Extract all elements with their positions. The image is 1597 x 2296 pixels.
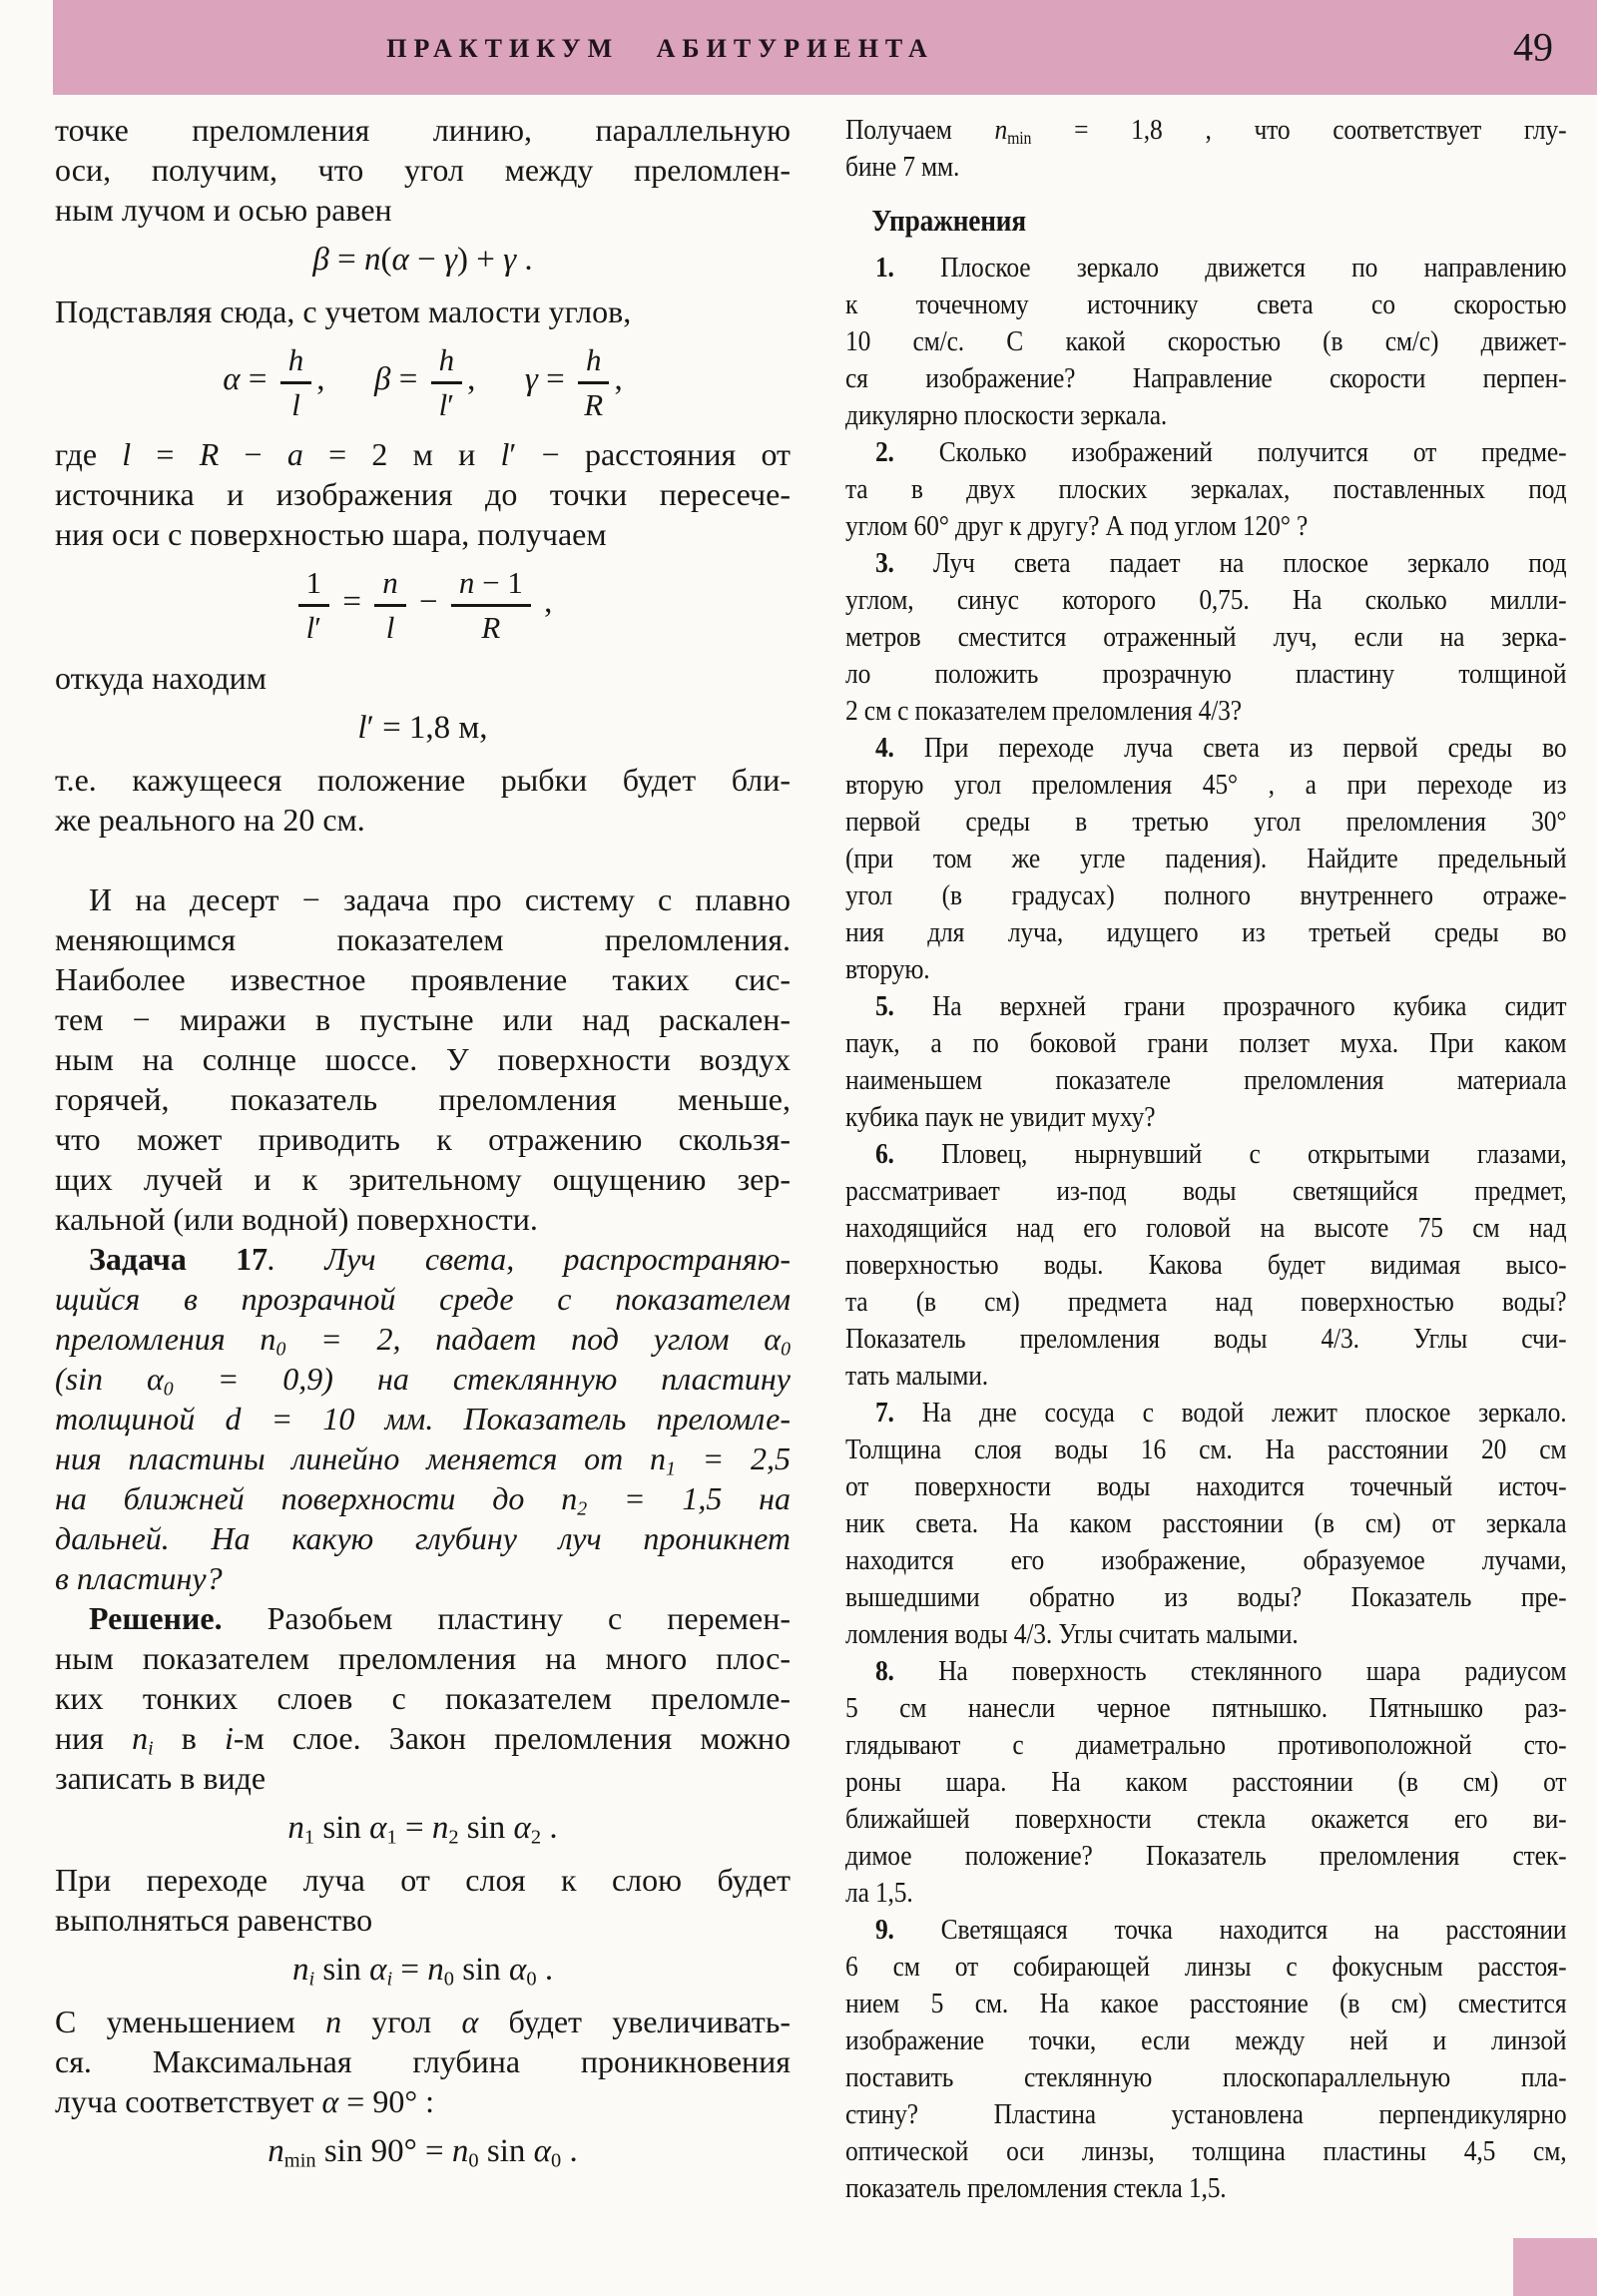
text-line: источника и изображения до точки пересече- [55, 476, 791, 513]
fraction-denominator: l′ [305, 609, 322, 645]
page-number: 49 [1513, 24, 1553, 70]
paragraph-max-depth [55, 2002, 791, 2121]
paragraph-whence [55, 658, 791, 698]
corner-accent-block [1513, 2238, 1597, 2296]
text-line: 8. На поверхность стеклянного шара радиусом [874, 1655, 1567, 1687]
text-line: в пластину? [55, 1559, 223, 1596]
fraction-numerator: n − 1 [451, 564, 531, 607]
formula-text: γ = [524, 361, 573, 398]
text-line: димое положение? Показатель преломления стек- [845, 1840, 1567, 1872]
text-line: кубика паук не увидит муху? [845, 1101, 1156, 1133]
fraction-numerator: 1 [298, 564, 330, 607]
formula-text: , [316, 361, 374, 398]
text-line: к точечному источнику света со скоростью [845, 288, 1567, 320]
text-line: ближайшей поверхности стекла окажется его ви- [845, 1803, 1567, 1835]
text-line: Подставляя сюда, с учетом малости углов, [55, 293, 632, 329]
fraction [298, 564, 330, 645]
text-line: метров сместится отраженный луч, если на зерка- [845, 621, 1567, 653]
text-line: изображение точки, если между ней и линзой [845, 2024, 1567, 2056]
fraction-denominator: R [481, 609, 501, 645]
text-line: где l = R − a = 2 м и l′ − расстояния от [55, 436, 792, 473]
display-formula-snell-layers: $n_1$ $\sin \alpha_1 = n_2$ $\sin \alpha_2$ . [287, 1809, 558, 1849]
formula-text: − [410, 584, 446, 621]
text-line: (при том же угле падения). Найдите предельный [845, 843, 1567, 874]
text-line: луча соответствует α = 90° : [55, 2082, 435, 2119]
exercise-5 [845, 988, 1566, 1136]
text-line: ких тонких слоев с показателем преломле- [55, 1679, 791, 1716]
text-line: дальней. На какую глубину луч проникнет [55, 1519, 791, 1556]
text-line: 6 см от собирающей линзы с фокусным расстоя- [845, 1951, 1567, 1983]
display-formula-angles [55, 341, 791, 422]
fraction [578, 341, 610, 422]
text-line: выполняться равенство [55, 1901, 373, 1938]
text-line: угол (в градусах) полного внутреннего отраже- [845, 879, 1567, 911]
text-line: ния для луча, идущего из третьей среды во [845, 916, 1567, 948]
paragraph-solution [55, 1598, 791, 1798]
exercise-7 [845, 1395, 1566, 1653]
exercises-list [845, 250, 1566, 2207]
text-line: стину? Пластина установлена перпендикулярно [845, 2098, 1567, 2130]
text-line: ломления воды 4/3. Углы считать малыми. [845, 1618, 1299, 1650]
text-line: 6. Пловец, нырнувший с открытыми глазами, [874, 1138, 1567, 1170]
text-line: кальной (или водной) поверхности. [55, 1200, 538, 1237]
fraction-denominator: R [584, 386, 604, 422]
text-line: рассматривает из-под воды светящийся предмет, [845, 1175, 1567, 1207]
text-line: 9. Светящаяся точка находится на расстоянии [874, 1914, 1567, 1946]
fraction-numerator: h [280, 341, 312, 384]
formula-text: , [535, 584, 553, 621]
fraction-numerator: h [578, 341, 610, 384]
text-line: вторую угол преломления 45° , а при переходе из [845, 769, 1567, 801]
fraction [431, 341, 463, 422]
text-line: находящийся над его головой на высоте 75 см над [845, 1212, 1567, 1244]
page-title: ПРАКТИКУМ АБИТУРИЕНТА [386, 34, 934, 63]
text-line: тать малыми. [845, 1360, 988, 1392]
text-line: ным показателем преломления на много плос- [55, 1639, 791, 1676]
text-line: 1. Плоское зеркало движется по направлению [874, 252, 1567, 284]
text-line: откуда находим [55, 659, 266, 696]
text-line: 5 см нанесли черное пятнышко. Пятнышко раз- [845, 1692, 1567, 1724]
text-line: первой среды в третью угол преломления 30° [845, 806, 1567, 838]
exercise-6 [845, 1136, 1566, 1395]
paragraph-intro [55, 110, 791, 230]
text-line: Решение. Разобьем пластину с перемен- [89, 1599, 791, 1636]
paragraph-answer [845, 112, 1566, 186]
text-line: нием 5 см. На какое расстояние (в см) сместится [845, 1988, 1567, 2019]
fraction [451, 564, 531, 645]
text-line: 3. Луч света падает на плоское зеркало под [874, 547, 1567, 579]
text-line: 5. На верхней грани прозрачного кубика сидит [874, 990, 1567, 1022]
text-line: Наиболее известное проявление таких сис- [55, 960, 791, 997]
text-line: роны шара. На каком расстоянии (в см) от [845, 1766, 1567, 1798]
text-line: тем − миражи в пустыне или над раскален- [55, 1000, 791, 1037]
paragraph-dessert [55, 879, 791, 1239]
formula-text: , [467, 361, 525, 398]
text-line: ло положить прозрачную пластину толщиной [845, 658, 1567, 690]
display-formula-result: l′ = 1,8 м, [357, 709, 488, 746]
fraction [280, 341, 312, 422]
formula-text: α = [223, 361, 275, 398]
fraction [374, 564, 406, 645]
text-line: щийся в прозрачной среде с показателем [55, 1280, 791, 1317]
right-column-text [845, 112, 1566, 2207]
formula-text: = [334, 584, 370, 621]
text-line: что может приводить к отражению скользя- [55, 1120, 791, 1157]
text-line: ния оси с поверхностью шара, получаем [55, 516, 607, 553]
text-line: ния $n_i$ в i-м слое. Закон преломления можно [55, 1719, 792, 1760]
text-line: 4. При переходе луча света из первой среды во [874, 732, 1567, 764]
text-line: 7. На дне сосуда с водой лежит плоское зеркало. [874, 1397, 1567, 1429]
paragraph-layer-transition [55, 1860, 791, 1940]
text-line: же реального на 20 см. [55, 801, 365, 838]
text-line: преломления $n_0 = 2$, падает под углом $\alpha_0$ [55, 1320, 792, 1361]
right-column [845, 112, 1566, 2207]
text-line: ник света. На каком расстоянии (в см) от зеркала [845, 1507, 1567, 1539]
text-line: ла 1,5. [845, 1877, 913, 1909]
text-line: И на десерт − задача про систему с плавно [89, 880, 791, 917]
text-line: (sin $\alpha_0 = 0,9$) на стеклянную пластину [55, 1360, 792, 1401]
text-line: от поверхности воды находится точечный источ- [845, 1470, 1567, 1502]
fraction-numerator: n [374, 564, 406, 607]
exercise-2 [845, 434, 1566, 545]
fraction-denominator: l′ [438, 386, 455, 422]
text-line: Задача 17. Луч света, распространяю- [89, 1240, 792, 1277]
text-line: углом 60° друг к другу? А под углом 120° ? [845, 510, 1309, 542]
text-line: меняющимся показателем преломления. [55, 920, 791, 957]
display-formula-beta: β = n(α − γ) + γ . [312, 242, 533, 278]
display-formula-lens [55, 564, 791, 645]
text-line: вышедшими обратно из воды? Показатель пре- [845, 1581, 1567, 1613]
paragraph-fish [55, 760, 791, 840]
text-line: 2 см с показателем преломления 4/3? [845, 695, 1242, 727]
text-line: дикулярно плоскости зеркала. [845, 399, 1168, 431]
text-line: находится его изображение, образуемое лучами, [845, 1544, 1567, 1576]
text-line: глядывают с диаметрально противоположной сто- [845, 1729, 1567, 1761]
formula-text: , [614, 361, 623, 398]
exercise-8 [845, 1653, 1566, 1912]
text-line: показатель преломления стекла 1,5. [845, 2172, 1227, 2204]
text-line: оптической оси линзы, толщина пластины 4,5 см, [845, 2135, 1567, 2167]
text-line: ния пластины линейно меняется от $n_1 = 2,5$ [55, 1439, 792, 1480]
page-header-bar [53, 0, 1597, 95]
exercise-4 [845, 730, 1566, 988]
text-line: горячей, показатель преломления меньше, [55, 1080, 791, 1117]
text-line: Показатель преломления воды 4/3. Углы счи- [845, 1323, 1567, 1355]
text-line: Толщина слоя воды 16 см. На расстоянии 20 см [845, 1434, 1567, 1465]
text-line: бине 7 мм. [845, 151, 960, 183]
fraction-denominator: l [291, 386, 300, 422]
text-line: При переходе луча от слоя к слою будет [55, 1861, 791, 1898]
text-line: та в двух плоских зеркалах, поставленных под [845, 473, 1567, 505]
text-line: записать в виде [55, 1759, 266, 1796]
exercise-9 [845, 1912, 1566, 2207]
text-line: ся. Максимальная глубина проникновения [55, 2042, 791, 2079]
text-line: ным на солнце шоссе. У поверхности воздух [55, 1040, 791, 1077]
text-line: т.е. кажущееся положение рыбки будет бли- [55, 761, 791, 798]
text-line: С уменьшением n угол α будет увеличивать- [55, 2003, 792, 2039]
text-line: ным лучом и осью равен [55, 192, 392, 228]
text-line: Получаем $n_{min} = 1,8$ , что соответствует глу- [845, 114, 1567, 149]
text-line: углом, синус которого 0,75. На сколько милли- [845, 584, 1567, 616]
text-line: оси, получим, что угол между преломлен- [55, 152, 791, 188]
text-line: поставить стеклянную плоскопараллельную пла- [845, 2061, 1567, 2093]
exercise-1 [845, 250, 1566, 434]
text-line: щих лучей и к зрительному ощущению зер- [55, 1160, 791, 1197]
text-line: на ближней поверхности до $n_2 = 1,5$ на [55, 1479, 792, 1520]
text-line: поверхностью воды. Какова будет видимая высо- [845, 1249, 1567, 1281]
text-line: 10 см/с. С какой скоростью (в см/с) движет- [845, 325, 1567, 357]
exercise-3 [845, 545, 1566, 730]
fraction-denominator: l [385, 609, 395, 645]
exercises-heading: Упражнения [871, 203, 1026, 238]
left-column [55, 110, 791, 2183]
display-formula-nmin: $n_{min}$ $\sin 90^\circ = n_0$ $\sin \alpha_0$ . [267, 2132, 578, 2172]
fraction-numerator: h [431, 341, 463, 384]
text-line: точке преломления линию, параллельную [55, 112, 791, 148]
text-line: толщиной d = 10 мм. Показатель преломле- [55, 1400, 791, 1436]
text-line: наименьшем показателе преломления материала [845, 1064, 1567, 1096]
text-line: паук, а по боковой грани ползет муха. При каком [845, 1027, 1567, 1059]
paragraph-distances [55, 434, 791, 554]
text-line: ся изображение? Направление скорости перпен- [845, 362, 1567, 394]
paragraph-substitute [55, 291, 791, 331]
text-line: вторую. [845, 953, 930, 985]
display-formula-snell-i: $n_i$ $\sin \alpha_i = n_0$ $\sin \alpha_0$ . [291, 1951, 554, 1991]
formula-text: β = [374, 361, 426, 398]
text-line: та (в см) предмета над поверхностью воды? [845, 1286, 1567, 1318]
paragraph-problem-17 [55, 1239, 791, 1598]
text-line: 2. Сколько изображений получится от предме- [874, 436, 1567, 468]
